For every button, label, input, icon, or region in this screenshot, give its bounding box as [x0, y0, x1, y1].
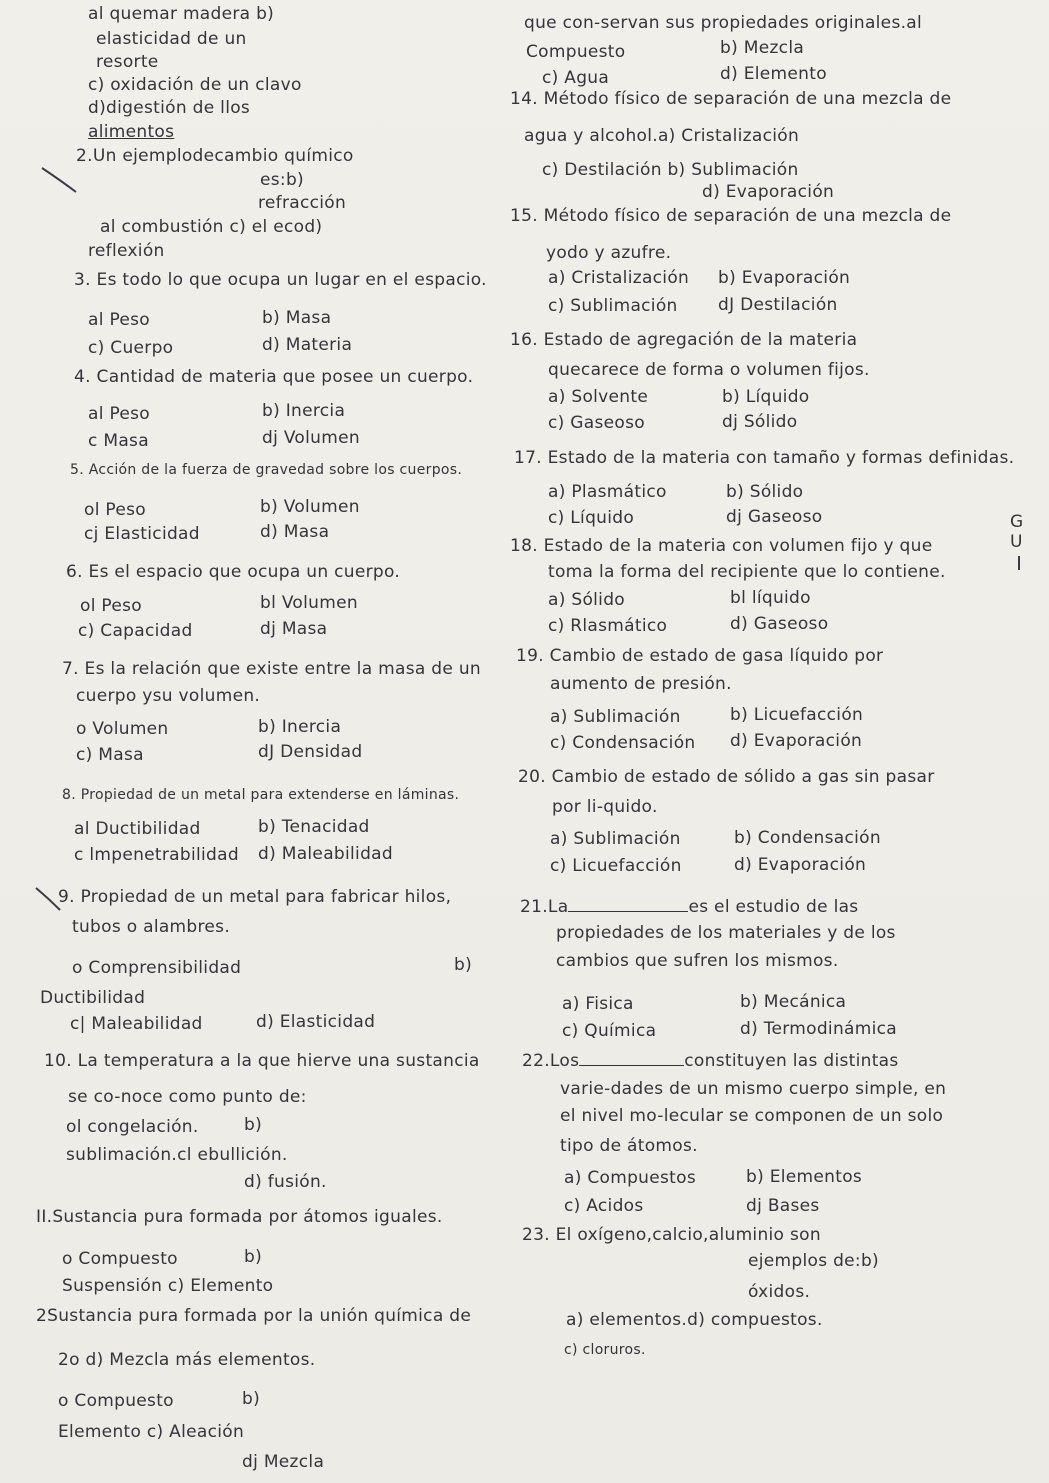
q11-option-a: o Compuesto [62, 1249, 178, 1269]
q10-options-bc: sublimación.cl ebullición. [66, 1145, 288, 1165]
q12-options-bc: Elemento c) Aleación [58, 1422, 245, 1442]
q11-options-bc: Suspensión c) Elemento [62, 1276, 274, 1296]
q4-option-a: al Peso [88, 404, 151, 424]
q18-stem: 18. Estado de la materia con volumen fijo y que [510, 536, 933, 556]
q21-option-d: d) Termodinámica [740, 1019, 897, 1039]
q16-stem-line2: quecarece de forma o volumen fijos. [548, 360, 870, 380]
q21-answer-blank[interactable] [568, 897, 688, 912]
q22-stem [522, 1051, 899, 1071]
q23-stem-line3: óxidos. [748, 1282, 811, 1302]
q12-option-a: o Compuesto [58, 1391, 174, 1411]
q23-options-ad: a) elementos.d) compuestos. [566, 1310, 823, 1330]
q8-stem: 8. Propiedad de un metal para extenderse en láminas. [62, 787, 460, 803]
q2-stem: 2.Un ejemplodecambio químico [76, 146, 354, 166]
q14-option-d: d) Evaporación [702, 182, 835, 202]
q4-option-b: b) Inercia [262, 401, 346, 421]
q5-stem: 5. Acción de la fuerza de gravedad sobre los cuerpos. [70, 462, 463, 478]
q13-option-c: c) Agua [542, 68, 610, 88]
q6-option-c: c) Capacidad [78, 621, 193, 641]
q22-stem-line2: varie-dades de un mismo cuerpo simple, en [560, 1079, 947, 1099]
q20-stem-line2: por li-quido. [552, 797, 658, 817]
q18-option-d: d) Gaseoso [730, 614, 829, 634]
q4-option-c: c Masa [88, 431, 149, 451]
q12-stem-line1: 2Sustancia pura formada por la unión química de [36, 1306, 472, 1326]
q1-line2: elasticidad de un [96, 29, 247, 49]
q20-option-d: d) Evaporación [734, 855, 867, 875]
q5-option-c: cj Elasticidad [84, 524, 200, 544]
q9-option-b-label: b) [454, 955, 473, 975]
q2-option-d: reflexión [88, 241, 165, 261]
q22-option-d: dj Bases [746, 1196, 820, 1216]
q17-option-b: b) Sólido [726, 482, 804, 502]
q9-stem-line1: 9. Propiedad de un metal para fabricar hilos, [58, 887, 452, 907]
q13-option-d: d) Elemento [720, 64, 827, 84]
q12-option-b-label: b) [242, 1389, 261, 1409]
q16-stem: 16. Estado de agregación de la materia [510, 330, 858, 350]
q3-option-c: c) Cuerpo [88, 338, 174, 358]
q5-option-b: b) Volumen [260, 497, 360, 517]
q18-option-c: c) Rlasmático [548, 616, 668, 636]
q19-option-c: c) Condensación [550, 733, 696, 753]
q8-option-d: d) Maleabilidad [258, 844, 393, 864]
q18-stem-line2: toma la forma del recipiente que lo contiene. [548, 562, 946, 582]
q10-stem-line1: 10. La temperatura a la que hierve una sustancia [44, 1051, 480, 1071]
q15-stem-line2: yodo y azufre. [546, 243, 672, 263]
q19-option-d: d) Evaporación [730, 731, 863, 751]
q19-stem: 19. Cambio de estado de gasa líquido por [516, 646, 884, 666]
q9-option-b: Ductibilidad [40, 988, 146, 1008]
q6-stem: 6. Es el espacio que ocupa un cuerpo. [66, 562, 401, 582]
q17-option-c: c) Líquido [548, 508, 635, 528]
q22-stem-line4: tipo de átomos. [560, 1136, 698, 1156]
q3-option-d: d) Materia [262, 335, 353, 355]
q10-option-d: d) fusión. [244, 1172, 327, 1192]
pen-stroke-mark [1016, 554, 1022, 574]
margin-letter-u: U [1010, 532, 1023, 552]
q1-line6: alimentos [88, 122, 175, 142]
q7-stem-line2: cuerpo ysu volumen. [76, 686, 261, 706]
q4-stem: 4. Cantidad de materia que posee un cuerpo. [74, 367, 474, 387]
q16-option-d: dj Sólido [722, 412, 798, 432]
q21-stem [520, 897, 858, 917]
q17-option-d: dj Gaseoso [726, 507, 823, 527]
q21-stem-end: es el estudio de las [688, 897, 859, 917]
q5-option-a: ol Peso [84, 500, 146, 520]
q22-stem-start: 22.Los [522, 1051, 580, 1071]
q8-option-c: c lmpenetrabilidad [74, 845, 239, 865]
q15-option-a: a) Cristalización [548, 268, 690, 288]
q15-option-d: dJ Destilación [718, 295, 838, 315]
q9-option-c: c| Maleabilidad [70, 1014, 203, 1034]
q17-option-a: a) Plasmático [548, 482, 667, 502]
q6-option-d: dj Masa [260, 619, 328, 639]
q2-options: al combustión c) el ecod) [100, 217, 323, 237]
q23-option-c: c) cloruros. [564, 1342, 646, 1358]
q20-option-c: c) Licuefacción [550, 856, 682, 876]
q19-option-b: b) Licuefacción [730, 705, 864, 725]
q7-option-d: dJ Densidad [258, 742, 363, 762]
q9-option-d: d) Elasticidad [256, 1012, 376, 1032]
q1-line3: resorte [96, 52, 159, 72]
q21-stem-start: 21.La [520, 897, 569, 917]
q16-option-b: b) Líquido [722, 387, 810, 407]
q12-option-d: dj Mezcla [242, 1452, 325, 1472]
q1-line1: al quemar madera b) [88, 4, 275, 24]
q14-option-a: agua y alcohol.a) Cristalización [524, 126, 800, 146]
q15-option-c: c) Sublimación [548, 296, 678, 316]
q3-option-a: al Peso [88, 310, 151, 330]
q22-option-c: c) Acidos [564, 1196, 644, 1216]
q10-option-b-label: b) [244, 1115, 263, 1135]
q10-stem-line2: se co-noce como punto de: [68, 1087, 307, 1107]
q11-stem: II.Sustancia pura formada por átomos iguales. [36, 1207, 443, 1227]
q9-stem-line2: tubos o alambres. [72, 917, 231, 937]
q20-stem: 20. Cambio de estado de sólido a gas sin pasar [518, 767, 935, 787]
q21-option-b: b) Mecánica [740, 992, 847, 1012]
q14-stem: 14. Método físico de separación de una mezcla de [510, 89, 952, 109]
q13-stem: que con-servan sus propiedades originales.al [524, 13, 923, 33]
q6-option-a: ol Peso [80, 596, 142, 616]
q9-option-a: o Comprensibilidad [72, 958, 242, 978]
q7-option-a: o Volumen [76, 719, 169, 739]
q20-option-a: a) Sublimación [550, 829, 681, 849]
q13-option-a: Compuesto [526, 42, 626, 62]
q21-stem-line3: cambios que sufren los mismos. [556, 951, 839, 971]
q7-stem-line1: 7. Es la relación que existe entre la masa de un [62, 659, 481, 679]
q8-option-a: al Ductibilidad [74, 819, 201, 839]
q14-options-cb: c) Destilación b) Sublimación [542, 160, 799, 180]
q2-option-b-text: refracción [258, 193, 347, 213]
q16-option-c: c) Gaseoso [548, 413, 645, 433]
q11-option-b-label: b) [244, 1247, 263, 1267]
q1-option-d: d)digestión de llos [88, 98, 251, 118]
pen-stroke-mark [40, 166, 80, 196]
margin-letter-g: G [1010, 512, 1024, 532]
q2-option-b: es:b) [260, 170, 304, 190]
q7-option-b: b) Inercia [258, 717, 342, 737]
q23-stem-line2: ejemplos de:b) [748, 1251, 879, 1271]
q13-option-b: b) Mezcla [720, 38, 805, 58]
q17-stem: 17. Estado de la materia con tamaño y formas definidas. [514, 448, 1015, 468]
q8-option-b: b) Tenacidad [258, 817, 370, 837]
q23-stem: 23. El oxígeno,calcio,aluminio son [522, 1225, 821, 1245]
q3-stem: 3. Es todo lo que ocupa un lugar en el espacio. [74, 270, 487, 290]
q22-stem-end: constituyen las distintas [684, 1051, 899, 1071]
q4-option-d: dj Volumen [262, 428, 360, 448]
q22-stem-line3: el nivel mo-lecular se componen de un solo [560, 1106, 944, 1126]
q3-option-b: b) Masa [262, 308, 332, 328]
q21-option-c: c) Química [562, 1021, 657, 1041]
q22-answer-blank[interactable] [579, 1051, 684, 1066]
q20-option-b: b) Condensación [734, 828, 881, 848]
q21-stem-line2: propiedades de los materiales y de los [556, 923, 896, 943]
q19-stem-line2: aumento de presión. [550, 674, 732, 694]
q22-option-a: a) Compuestos [564, 1168, 696, 1188]
q16-option-a: a) Solvente [548, 387, 649, 407]
q18-option-b: bl líquido [730, 588, 811, 608]
q15-option-b: b) Evaporación [718, 268, 851, 288]
q10-option-a: ol congelación. [66, 1117, 199, 1137]
q6-option-b: bl Volumen [260, 593, 358, 613]
q1-option-c: c) oxidación de un clavo [88, 75, 302, 95]
q7-option-c: c) Masa [76, 745, 144, 765]
q12-stem-line2: 2o d) Mezcla más elementos. [58, 1350, 316, 1370]
q18-option-a: a) Sólido [548, 590, 625, 610]
q15-stem: 15. Método físico de separación de una mezcla de [510, 206, 952, 226]
q5-option-d: d) Masa [260, 522, 330, 542]
q19-option-a: a) Sublimación [550, 707, 681, 727]
q21-option-a: a) Fisica [562, 994, 634, 1014]
q22-option-b: b) Elementos [746, 1167, 863, 1187]
